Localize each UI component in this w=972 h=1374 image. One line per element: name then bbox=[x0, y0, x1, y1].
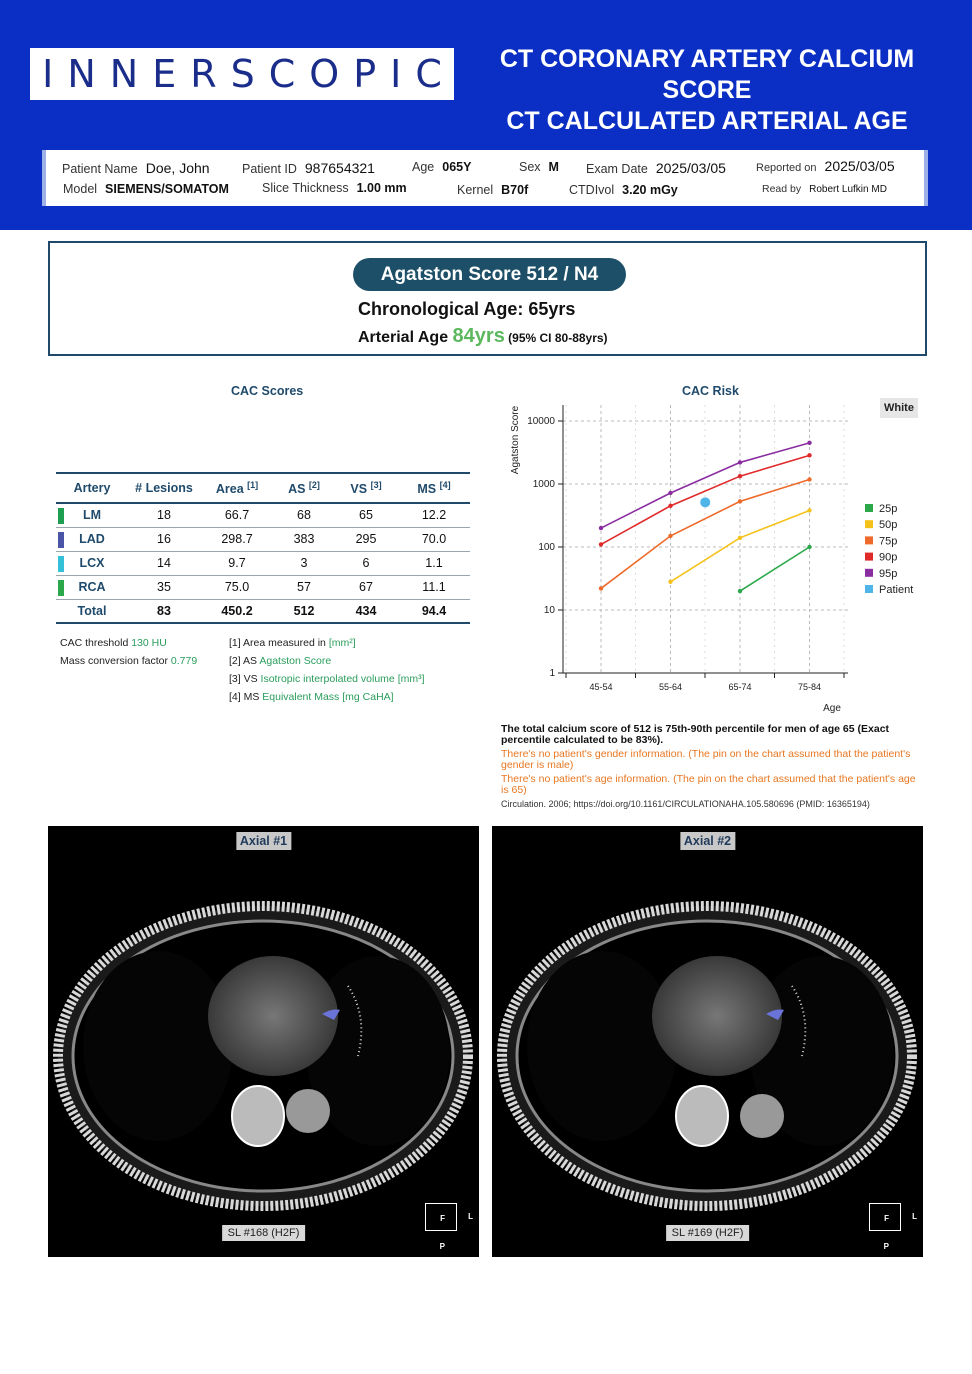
arterial-age-ci: (95% CI 80-88yrs) bbox=[504, 331, 608, 345]
vs-cell: 67 bbox=[334, 575, 398, 599]
orientation-p: P bbox=[883, 1242, 889, 1251]
footnote-2: [2] AS Agatston Score bbox=[229, 655, 332, 667]
orientation-f: F bbox=[884, 1214, 889, 1223]
table-row bbox=[56, 575, 470, 599]
patient-sex: Sex M bbox=[519, 160, 559, 174]
x-tick-label: 65-74 bbox=[728, 682, 752, 692]
as-cell: 57 bbox=[274, 575, 334, 599]
artery-cell: LAD bbox=[56, 527, 128, 551]
total-vs-cell: 434 bbox=[334, 599, 398, 623]
y-tick-label: 100 bbox=[538, 542, 555, 553]
percentile-note: The total calcium score of 512 is 75th-90th percentile for men of age 65 (Exact percentile calculated to be 83%). bbox=[501, 723, 890, 746]
score-summary-box bbox=[48, 241, 927, 356]
ct-axial-image-1[interactable] bbox=[48, 826, 479, 1257]
exam-date: Exam Date 2025/03/05 bbox=[586, 160, 726, 176]
legend-swatch bbox=[865, 585, 873, 593]
series-point-75p bbox=[738, 499, 742, 503]
logo-text: INNERSCOPIC bbox=[42, 52, 456, 96]
series-point-50p bbox=[738, 536, 742, 540]
cac-threshold: CAC threshold 130 HU bbox=[60, 637, 167, 649]
scanner-model: Model SIEMENS/SOMATOM bbox=[63, 182, 229, 196]
orientation-p: P bbox=[439, 1242, 445, 1251]
patient-id: Patient ID 987654321 bbox=[242, 160, 375, 176]
x-tick-label: 55-64 bbox=[658, 682, 683, 692]
series-point-75p bbox=[599, 586, 603, 590]
agatston-score-pill: Agatston Score 512 / N4 bbox=[353, 258, 626, 291]
ct-axial-image-2[interactable] bbox=[492, 826, 923, 1257]
gender-warning: There's no patient's gender information. (The pin on the chart assumed that the patient's gender is male) bbox=[501, 748, 911, 771]
legend-label: 25p bbox=[879, 503, 898, 515]
artery-cell: RCA bbox=[56, 575, 128, 599]
series-point-25p bbox=[807, 545, 811, 549]
kernel: Kernel B70f bbox=[457, 183, 529, 197]
age-warning: There's no patient's age information. (The pin on the chart assumed that the patient's age is 65) bbox=[501, 773, 916, 796]
col-as: AS [2] bbox=[274, 473, 334, 503]
series-point-25p bbox=[738, 589, 742, 593]
report-title-line1: CT CORONARY ARTERY CALCIUM SCORE bbox=[499, 45, 915, 104]
cac-risk-chart bbox=[498, 380, 948, 720]
innerscopic-logo bbox=[30, 48, 454, 100]
x-tick-label: 75-84 bbox=[797, 682, 822, 692]
vs-cell: 6 bbox=[334, 551, 398, 575]
report-title bbox=[462, 44, 952, 137]
col-artery: Artery bbox=[56, 473, 128, 503]
orientation-l: L bbox=[468, 1212, 473, 1221]
series-point-90p bbox=[668, 504, 672, 508]
y-tick-label: 10 bbox=[543, 605, 555, 616]
artery-color-swatch bbox=[58, 556, 64, 572]
legend-swatch bbox=[865, 569, 873, 577]
y-tick-label: 10000 bbox=[527, 416, 555, 427]
table-row bbox=[56, 527, 470, 551]
area-cell: 298.7 bbox=[200, 527, 274, 551]
total-label-cell: Total bbox=[56, 599, 128, 623]
chronological-age: Chronological Age: 65yrs bbox=[358, 299, 576, 319]
y-axis-label: Agatston Score bbox=[510, 405, 521, 475]
series-point-90p bbox=[599, 542, 603, 546]
legend-swatch bbox=[865, 553, 873, 561]
ct-image-label: Axial #2 bbox=[680, 832, 735, 850]
ct-slice-label: SL #168 (H2F) bbox=[222, 1225, 306, 1241]
table-header-row bbox=[56, 473, 470, 503]
legend-label: 75p bbox=[879, 535, 898, 548]
legend-race-badge: White bbox=[880, 398, 918, 418]
legend-label: 50p bbox=[879, 519, 898, 532]
area-cell: 75.0 bbox=[200, 575, 274, 599]
lesions-cell: 18 bbox=[128, 503, 200, 527]
series-point-90p bbox=[807, 453, 811, 457]
table-row bbox=[56, 551, 470, 575]
legend-swatch bbox=[865, 520, 873, 528]
report-title-line2: CT CALCULATED ARTERIAL AGE bbox=[506, 107, 908, 135]
ct-image-label: Axial #1 bbox=[236, 832, 291, 850]
legend-swatch bbox=[865, 536, 873, 544]
patient-age: Age 065Y bbox=[412, 160, 472, 174]
ctdivol: CTDIvol 3.20 mGy bbox=[569, 183, 678, 197]
orientation-l: L bbox=[912, 1212, 917, 1221]
patient-info-box bbox=[42, 150, 928, 206]
legend-label: 95p bbox=[879, 567, 898, 580]
as-cell: 3 bbox=[274, 551, 334, 575]
chart-notes bbox=[501, 724, 921, 810]
arterial-age: Arterial Age 84yrs (95% CI 80-88yrs) bbox=[358, 325, 608, 347]
orientation-f: F bbox=[440, 1214, 445, 1223]
as-cell: 68 bbox=[274, 503, 334, 527]
total-area-cell: 450.2 bbox=[200, 599, 274, 623]
lesions-cell: 14 bbox=[128, 551, 200, 575]
total-as-cell: 512 bbox=[274, 599, 334, 623]
footnote-3: [3] VS Isotropic interpolated volume [mm³] bbox=[229, 673, 425, 685]
series-line-95p bbox=[601, 443, 810, 528]
legend-label: 90p bbox=[879, 551, 898, 564]
ct-scan-render bbox=[492, 826, 923, 1257]
series-point-95p bbox=[668, 491, 672, 495]
y-tick-label: 1 bbox=[549, 668, 555, 679]
col-area: Area [1] bbox=[200, 473, 274, 503]
citation: Circulation. 2006; https://doi.org/10.1161/CIRCULATIONAHA.105.580696 (PMID: 16365194) bbox=[501, 799, 870, 809]
ms-cell: 12.2 bbox=[398, 503, 470, 527]
table-total-row bbox=[56, 599, 470, 623]
patient-name: Patient Name Doe, John bbox=[62, 160, 210, 176]
legend-label: Patient bbox=[879, 584, 914, 596]
ms-cell: 1.1 bbox=[398, 551, 470, 575]
reported-date: Reported on 2025/03/05 bbox=[756, 158, 895, 174]
x-axis-label: Age bbox=[823, 703, 841, 714]
area-cell: 66.7 bbox=[200, 503, 274, 527]
artery-cell: LCX bbox=[56, 551, 128, 575]
col-ms: MS [4] bbox=[398, 473, 470, 503]
cac-scores-table bbox=[56, 472, 470, 624]
series-point-90p bbox=[738, 474, 742, 478]
total-ms-cell: 94.4 bbox=[398, 599, 470, 623]
area-cell: 9.7 bbox=[200, 551, 274, 575]
mass-conversion-factor: Mass conversion factor 0.779 bbox=[60, 655, 198, 667]
report-header bbox=[0, 0, 972, 230]
table-row bbox=[56, 503, 470, 527]
col-vs: VS [3] bbox=[334, 473, 398, 503]
ms-cell: 11.1 bbox=[398, 575, 470, 599]
series-point-95p bbox=[807, 441, 811, 445]
footnote-4: [4] MS Equivalent Mass [mg CaHA] bbox=[229, 691, 394, 703]
series-point-95p bbox=[738, 460, 742, 464]
series-point-95p bbox=[599, 526, 603, 530]
lesions-cell: 16 bbox=[128, 527, 200, 551]
artery-color-swatch bbox=[58, 580, 64, 596]
ct-scan-render bbox=[48, 826, 479, 1257]
vs-cell: 295 bbox=[334, 527, 398, 551]
patient-pin bbox=[700, 497, 710, 507]
artery-color-swatch bbox=[58, 532, 64, 548]
series-point-50p bbox=[668, 580, 672, 584]
vs-cell: 65 bbox=[334, 503, 398, 527]
artery-color-swatch bbox=[58, 508, 64, 524]
artery-cell: LM bbox=[56, 503, 128, 527]
series-line-25p bbox=[740, 547, 810, 591]
as-cell: 383 bbox=[274, 527, 334, 551]
ms-cell: 70.0 bbox=[398, 527, 470, 551]
x-tick-label: 45-54 bbox=[589, 682, 613, 692]
cac-scores-title: CAC Scores bbox=[231, 384, 304, 398]
lesions-cell: 35 bbox=[128, 575, 200, 599]
arterial-age-value: 84yrs bbox=[452, 325, 505, 347]
series-point-75p bbox=[807, 477, 811, 481]
series-point-75p bbox=[668, 534, 672, 538]
series-point-50p bbox=[807, 508, 811, 512]
read-by: Read by Robert Lufkin MD bbox=[762, 183, 887, 195]
footnote-1: [1] Area measured in [mm²] bbox=[229, 637, 356, 649]
legend-swatch bbox=[865, 504, 873, 512]
ct-slice-label: SL #169 (H2F) bbox=[666, 1225, 750, 1241]
slice-thickness: Slice Thickness 1.00 mm bbox=[262, 181, 407, 195]
total-lesions-cell: 83 bbox=[128, 599, 200, 623]
col-lesions: # Lesions bbox=[128, 473, 200, 503]
cac-risk-title: CAC Risk bbox=[682, 384, 739, 398]
y-tick-label: 1000 bbox=[532, 479, 555, 490]
